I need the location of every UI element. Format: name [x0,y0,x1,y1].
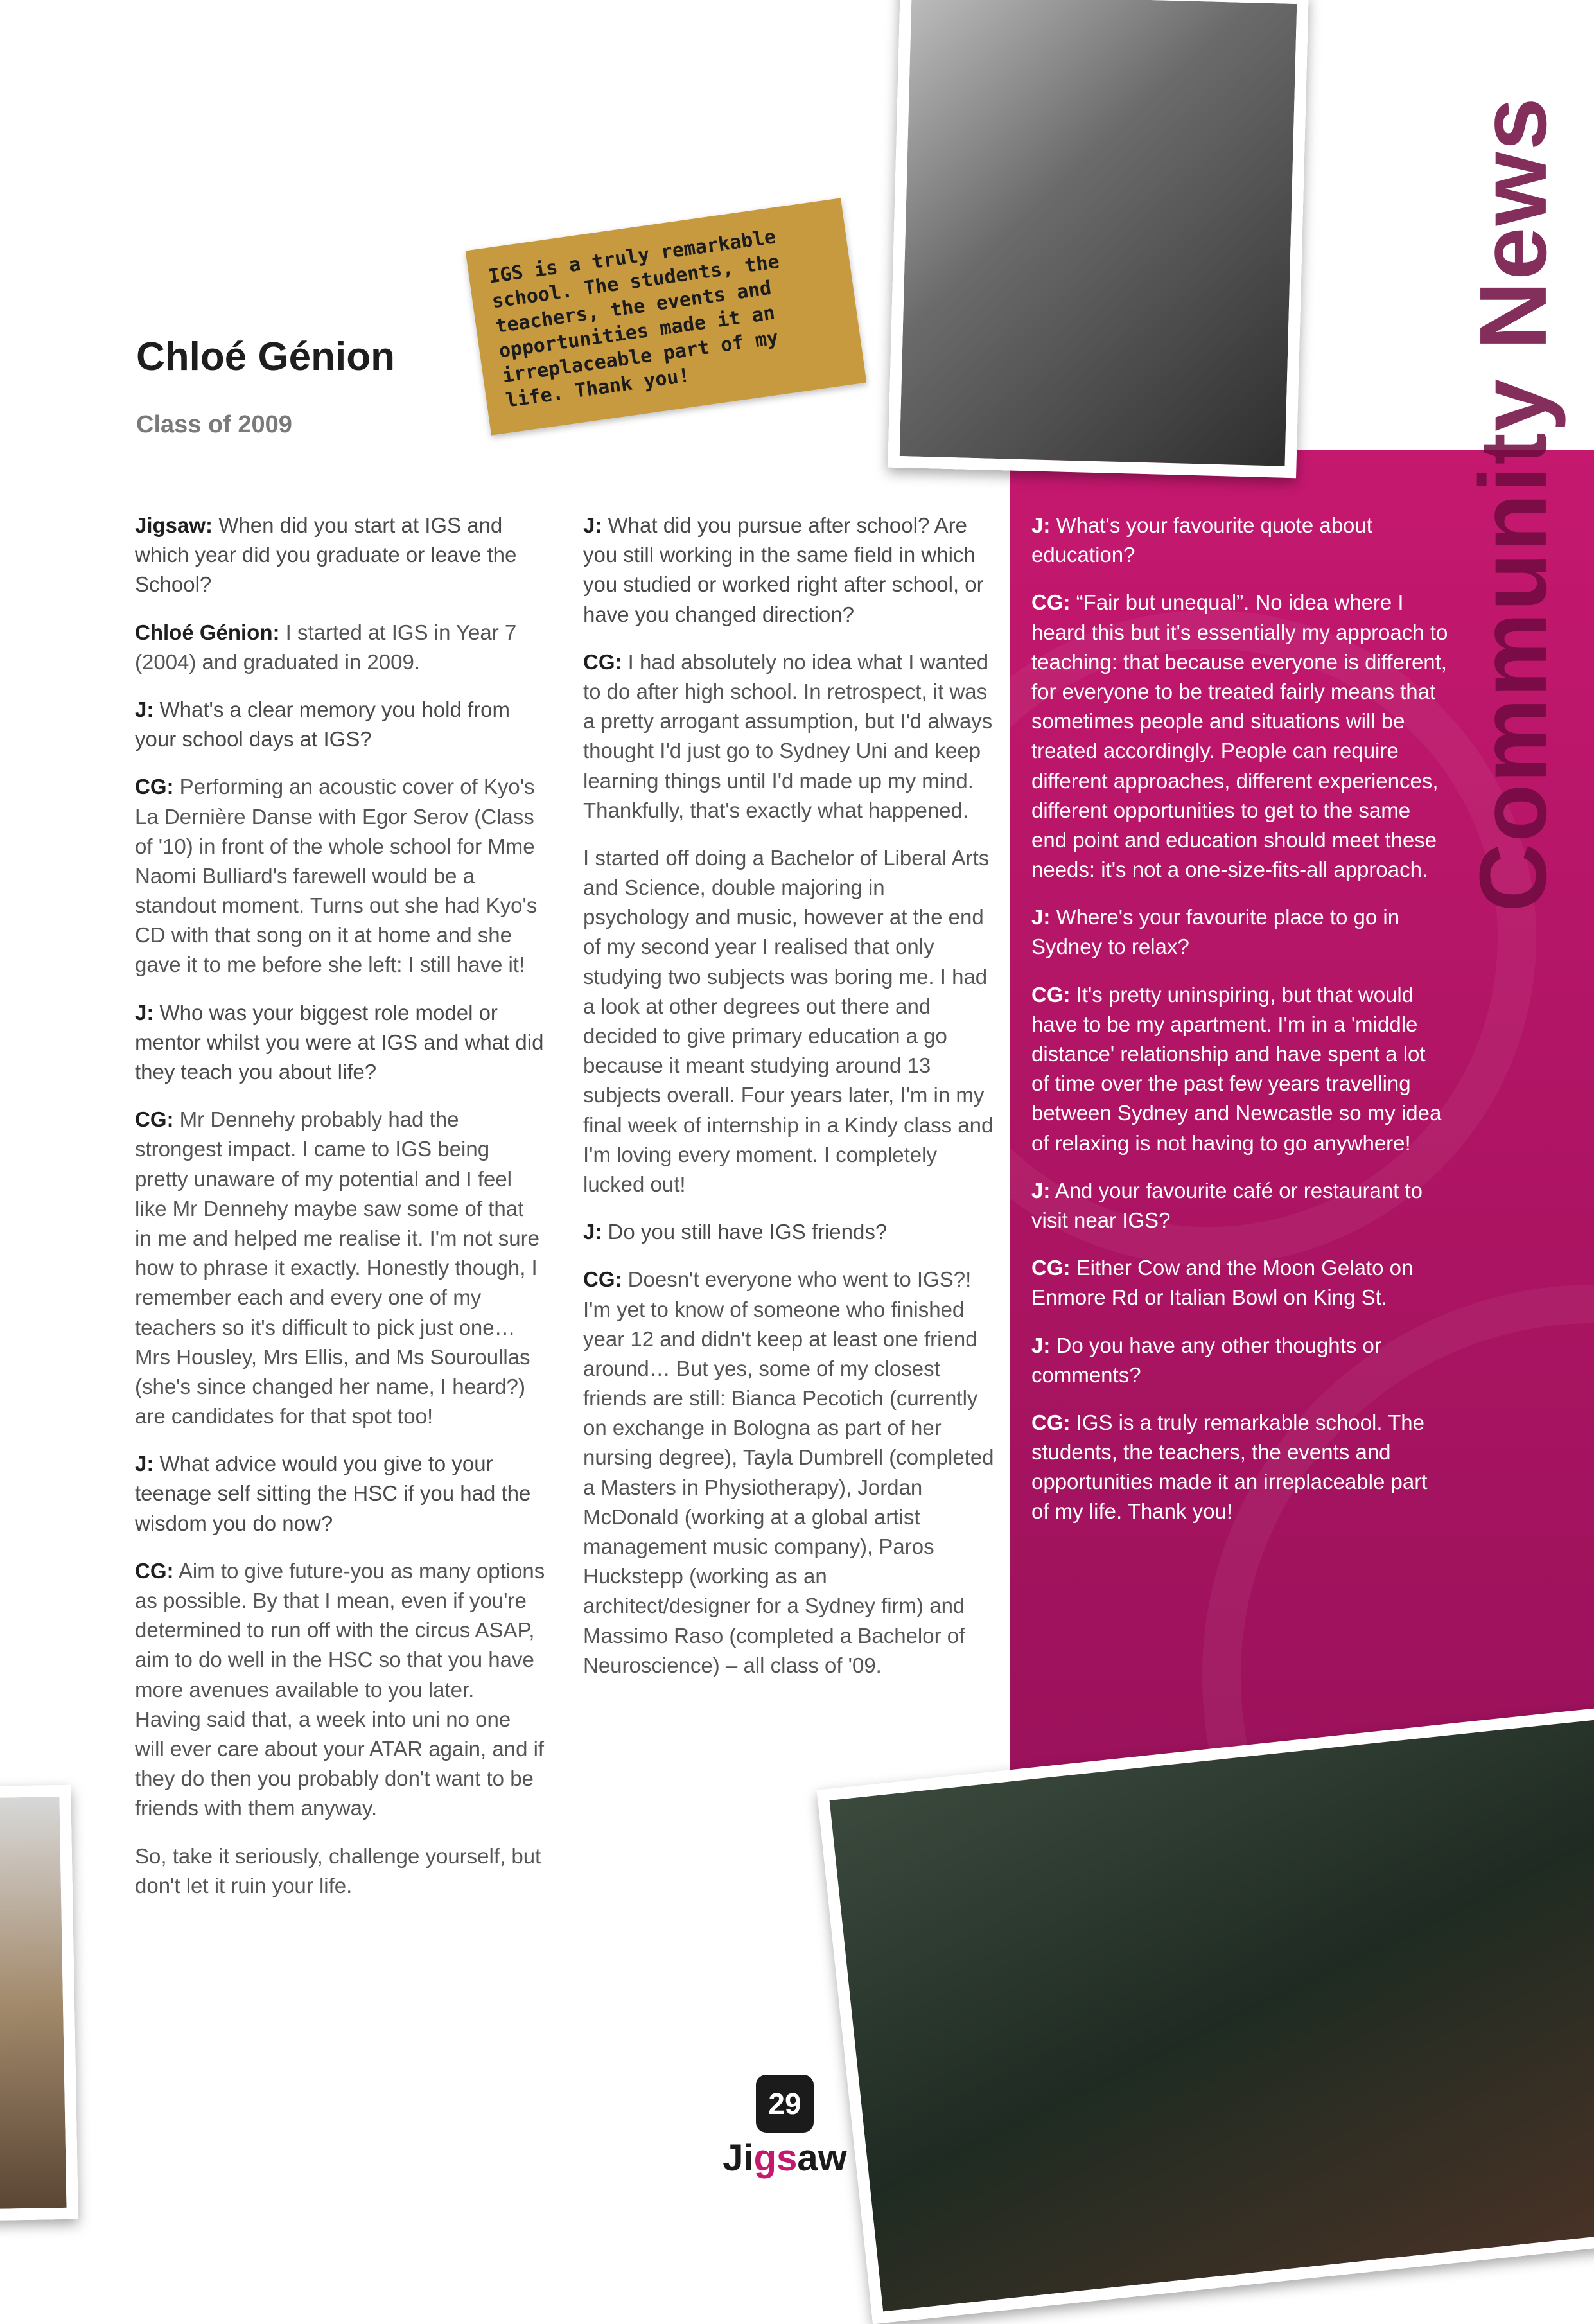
profile-name: Chloé Génion [136,335,395,379]
interview-column-1 [135,511,546,1919]
paragraph: J: And your favourite café or restaurant to visit near IGS? [1031,1178,1423,1232]
paragraph: CG: Either Cow and the Moon Gelato on Enmore Rd or Italian Bowl on King St. [1031,1256,1414,1310]
paragraph: CG: “Fair but unequal”. No idea where I heard this but it's essentially my approach to teaching: that because everyone is different, for everyone to be treated fairly means that sometimes people and situations will be treated accordingly. People can require different approaches, different experiences, different opportunities to get to the same end point and education should meet these needs: it's not a one-size-fits-all approach. [1031,590,1448,882]
paragraph: CG: Performing an acoustic cover of Kyo's La Dernière Danse with Egor Serov (Class of '10) in front of the whole school for Mme Naomi Bulliard's farewell would be a standout moment. Turns out she had Kyo's CD with that song on it at home and she gave it to me before she left: I still have it! [135,775,538,977]
friends-photo [817,1707,1594,2324]
paragraph: CG: Mr Dennehy probably had the strongest impact. I came to IGS being pretty unaware of my potential and I feel like Mr Dennehy maybe saw some of that in me and helped me realise it. I'm not sure how to phrase it exactly. Honestly though, I remember each and every one of my teachers so it's difficult to pick just one… Mrs Housley, Mrs Ellis, and Ms Souroullas (she's since changed her name, I heard?) are candidates for that spot too! [135,1107,539,1429]
paragraph: J: Who was your biggest role model or mentor whilst you were at IGS and what did they teach you about life? [135,1000,544,1084]
paragraph: J: Do you have any other thoughts or comments? [1031,1333,1381,1387]
section-title: Community News [1460,96,1566,912]
paragraph: J: What did you pursue after school? Are you still working in the same field in which you studied or worked right after school, or have you changed direction? [583,513,984,626]
paragraph: J: Where's your favourite place to go in Sydney to relax? [1031,905,1400,959]
interview-column-3 [1031,511,1449,1545]
paragraph: J: Do you still have IGS friends? [583,1220,888,1244]
paragraph: Chloé Génion: I started at IGS in Year 7 (2004) and graduated in 2009. [135,620,517,674]
logo-wordmark: Jigsaw [723,2137,847,2179]
paragraph: CG: Doesn't everyone who went to IGS?! I'm yet to know of someone who finished year 12 and didn't keep at least one friend around… But yes, some of my closest friends are still: Bianca Pecotich (currently on exchange in Bologna as part of her nursing degree), Tayla Dumbrell (completed a Masters in Physiotherapy), Jordan McDonald (working at a global artist management music company), Paros Huckstepp (working as an architect/designer for a Sydney firm) and Massimo Raso (completed a Bachelor of Neuroscience) – all class of '09. [583,1267,994,1677]
paragraph: Jigsaw: When did you start at IGS and which year did you graduate or leave the School? [135,513,517,597]
paragraph: J: What's a clear memory you hold from your school days at IGS? [135,697,510,752]
paragraph: J: What advice would you give to your teenage self sitting the HSC if you had the wisdom you do now? [135,1452,531,1535]
pull-quote-tape [466,198,867,435]
paragraph: CG: Aim to give future-you as many options as possible. By that I mean, even if you're determined to run off with the circus ASAP, aim to do well in the HSC so that you have more avenues available to you later. Having said that, a week into uni no one will ever care about your ATAR again, and if they do then you probably don't want to be friends with them anyway. [135,1558,545,1820]
profile-class: Class of 2009 [136,411,292,438]
portrait-photo [888,0,1309,478]
paragraph: CG: IGS is a truly remarkable school. The students, the teachers, the events and opportunities made it an irreplaceable part of my life. Thank you! [1031,1410,1428,1524]
paragraph: So, take it seriously, challenge yourself, but don't let it ruin your life. [135,1844,541,1897]
page-number: 29 [756,2075,814,2133]
interview-column-2 [583,511,994,1698]
pull-quote-text: IGS is a truly remarkable school. The students, the teachers, the events and opportunities made it an irreplaceable part of my life. Thank you! [487,225,781,412]
classroom-photo [0,1785,78,2221]
paragraph: J: What's your favourite quote about education? [1031,513,1372,567]
paragraph: I started off doing a Bachelor of Liberal Arts and Science, double majoring in psychology and music, however at the end of my second year I realised that only studying two subjects was boring me. I had a look at other degrees out there and decided to give primary education a go because it meant studying around 13 subjects overall. Four years later, I'm in my final week of internship in a Kindy class and I'm loving every moment. I completely lucked out! [583,845,994,1196]
jigsaw-logo [714,2075,855,2216]
paragraph: CG: I had absolutely no idea what I wanted to do after high school. In retrospect, it was a pretty arrogant assumption, but I'd always thought I'd just go to Sydney Uni and keep learning things until I'd made up my mind. Thankfully, that's exactly what happened. [583,649,993,822]
paragraph: CG: It's pretty uninspiring, but that would have to be my apartment. I'm in a 'middle distance' relationship and have spent a lot of time over the past few years travelling between Sydney and Newcastle so my idea of relaxing is not having to go anywhere! [1031,982,1442,1155]
